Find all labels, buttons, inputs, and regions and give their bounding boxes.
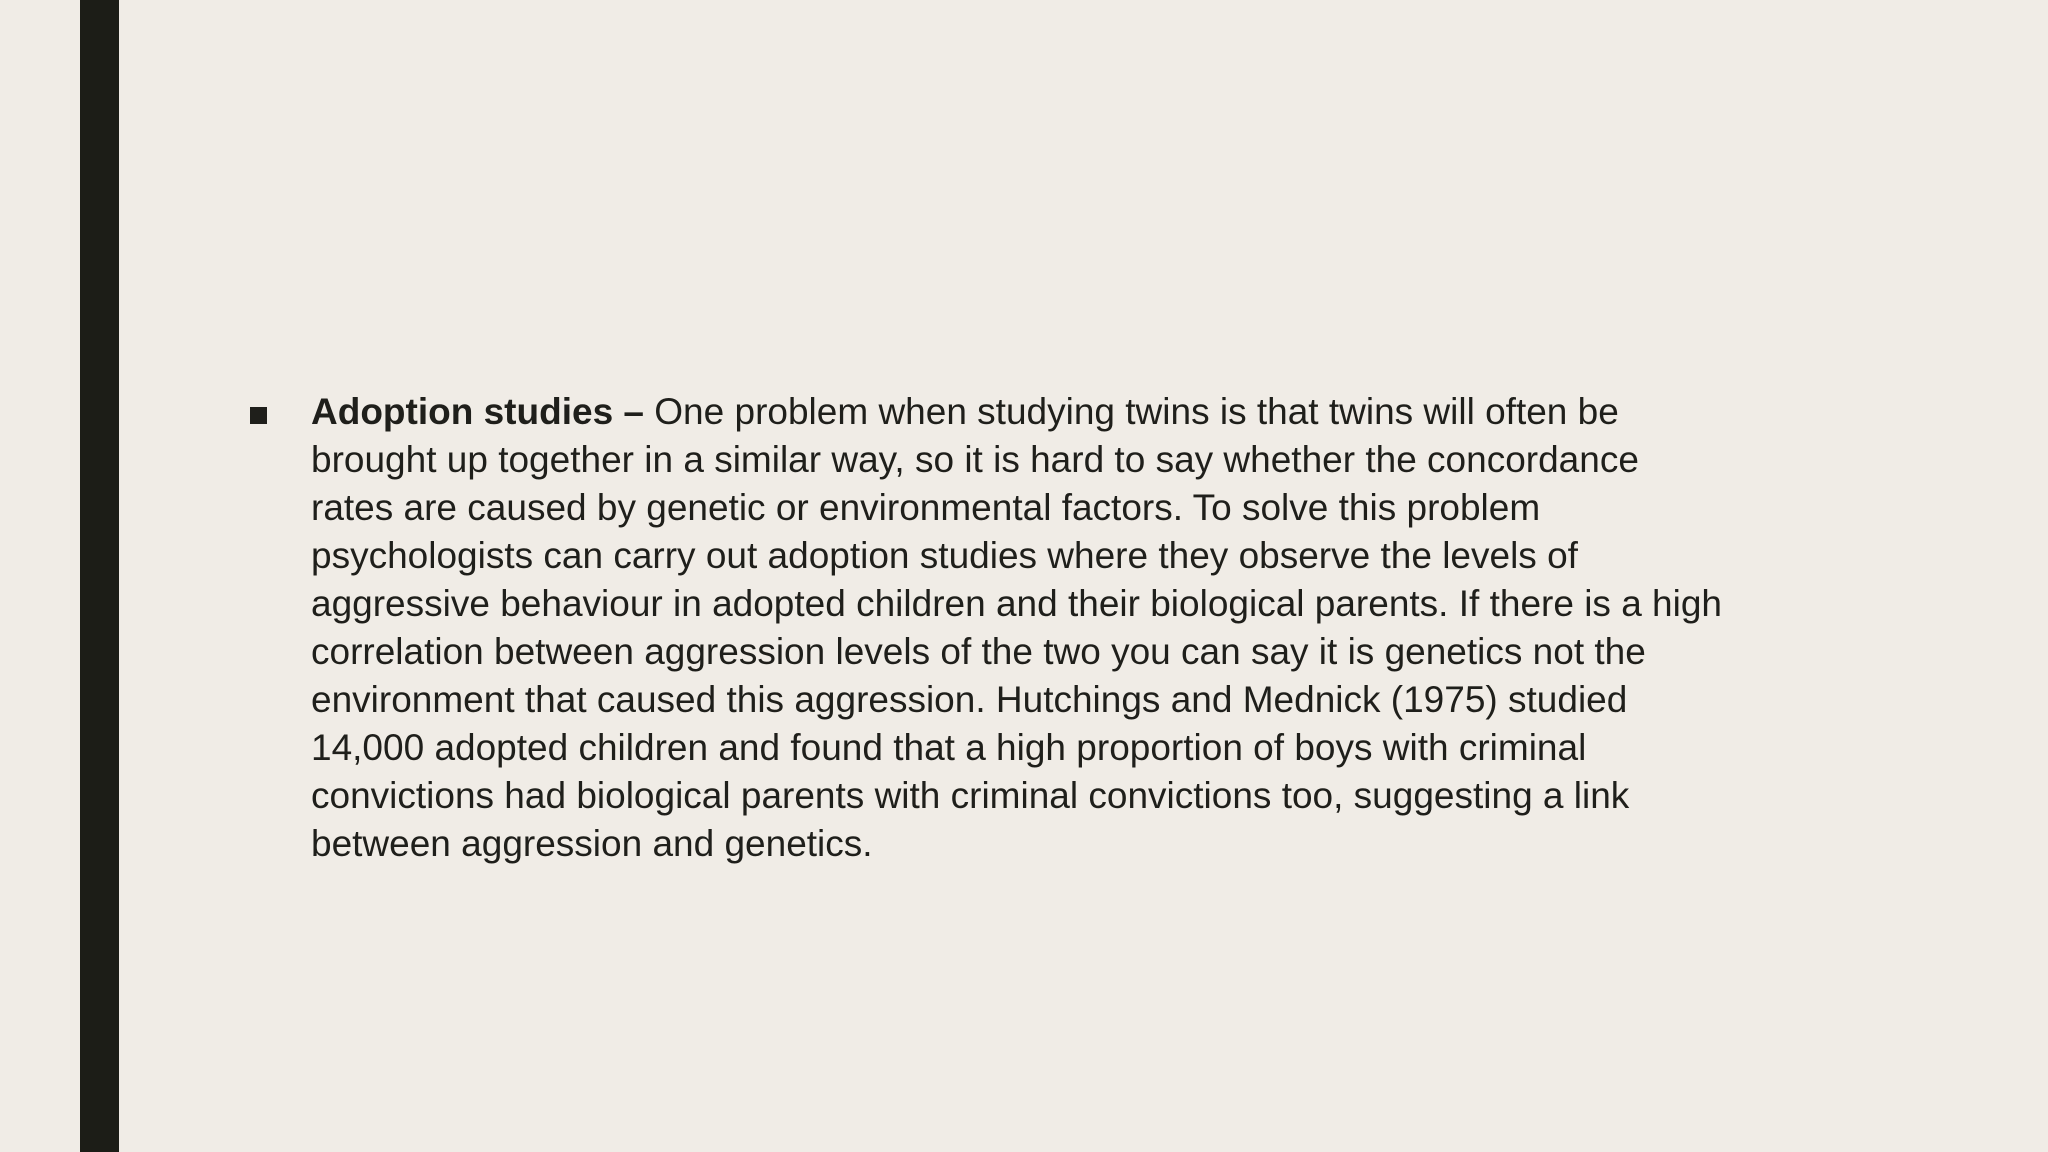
bullet-text-line-1: One problem when studying twins is that twins will often be — [644, 391, 1619, 432]
bullet-text-line-10: between aggression and genetics. — [311, 823, 873, 864]
bullet-text-line-4: psychologists can carry out adoption studies where they observe the levels of — [311, 535, 1578, 576]
square-bullet-icon — [250, 407, 267, 424]
bullet-heading: Adoption studies – — [311, 391, 644, 432]
slide-content — [246, 388, 1846, 868]
bullet-item-adoption-studies — [246, 388, 1871, 868]
bullet-text-line-8: 14,000 adopted children and found that a high proportion of boys with criminal — [311, 727, 1587, 768]
bullet-text-line-2: brought up together in a similar way, so it is hard to say whether the concordance — [311, 439, 1639, 480]
bullet-text-line-9: convictions had biological parents with criminal convictions too, suggesting a link — [311, 775, 1630, 816]
bullet-text-line-7: environment that caused this aggression. Hutchings and Mednick (1975) studied — [311, 679, 1628, 720]
bullet-text-line-3: rates are caused by genetic or environmental factors. To solve this problem — [311, 487, 1541, 528]
bullet-text-line-6: correlation between aggression levels of the two you can say it is genetics not the — [311, 631, 1646, 672]
left-accent-bar — [80, 0, 119, 1152]
bullet-line-1 — [311, 388, 1871, 436]
bullet-text-line-5: aggressive behaviour in adopted children and their biological parents. If there is a high — [311, 583, 1723, 624]
